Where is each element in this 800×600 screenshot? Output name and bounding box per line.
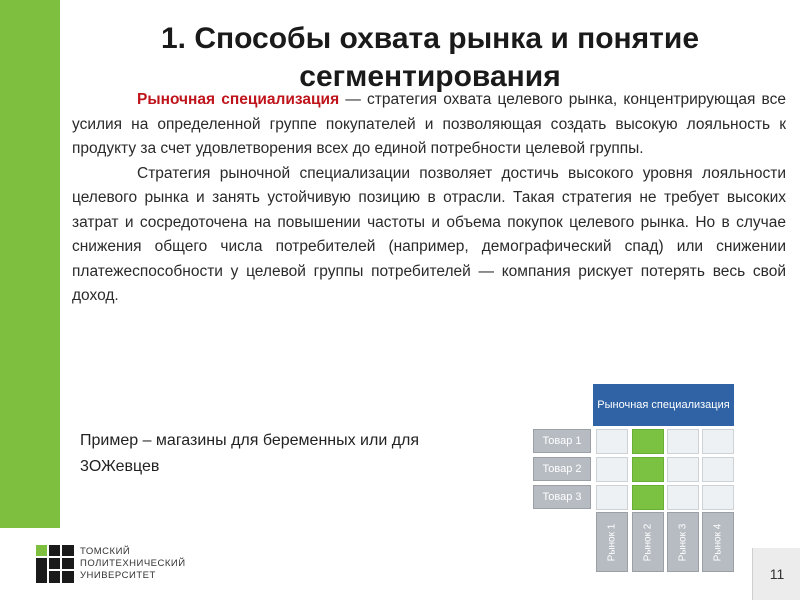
matrix-cell	[596, 485, 628, 510]
matrix-cell	[702, 457, 734, 482]
matrix-cell-selected	[632, 485, 664, 510]
matrix-cell	[596, 457, 628, 482]
matrix-row-label: Товар 3	[533, 485, 591, 509]
university-logo-icon	[36, 545, 74, 583]
matrix-cell	[667, 457, 699, 482]
matrix-cell-selected	[632, 429, 664, 454]
matrix-cell	[667, 429, 699, 454]
matrix-col-label: Рынок 1	[596, 512, 628, 572]
matrix-col-label: Рынок 2	[632, 512, 664, 572]
matrix-cell	[702, 485, 734, 510]
matrix-cell	[596, 429, 628, 454]
body-text	[72, 88, 786, 309]
university-name: ТОМСКИЙ ПОЛИТЕХНИЧЕСКИЙ УНИВЕРСИТЕТ	[80, 546, 186, 581]
matrix-col-label: Рынок 3	[667, 512, 699, 572]
term-highlight: Рыночная специализация	[137, 91, 340, 108]
matrix-col-label: Рынок 4	[702, 512, 734, 572]
matrix-row-label: Товар 1	[533, 429, 591, 453]
matrix-cell	[702, 429, 734, 454]
accent-bar	[0, 0, 60, 528]
matrix-cell-selected	[632, 457, 664, 482]
definition-text: — стратегия охвата целевого рынка, концентрирующая все усилия на определенной группе покупателей и позволяющая создать высокую лояльность к продукту за счет удовлетворения всех до единой потребности целевой группы.	[72, 91, 786, 157]
page-number: 11	[752, 548, 800, 600]
example-text: Пример – магазины для беременных или для 3ОЖевцев	[80, 432, 420, 475]
paragraph-strategy: Стратегия рыночной специализации позволяет достичь высокого уровня лояльности целевого рынка и занять устойчивую позицию в отрасли. Такая стратегия не требует высоких затрат и сосредоточена на повышении частоты и объема покупок целевого рынка. Но в случае снижения общего числа потребителей (например, демографический спад) или снижении платежеспособности у целевой группы потребителей — компания рискует потерять весь свой доход.	[72, 164, 786, 304]
paragraph-definition	[72, 88, 786, 162]
matrix-header: Рыночная специализация	[593, 384, 734, 426]
matrix-cell	[667, 485, 699, 510]
slide-title: 1. Способы охвата рынка и понятие сегментирования	[160, 22, 700, 93]
matrix-row-label: Товар 2	[533, 457, 591, 481]
